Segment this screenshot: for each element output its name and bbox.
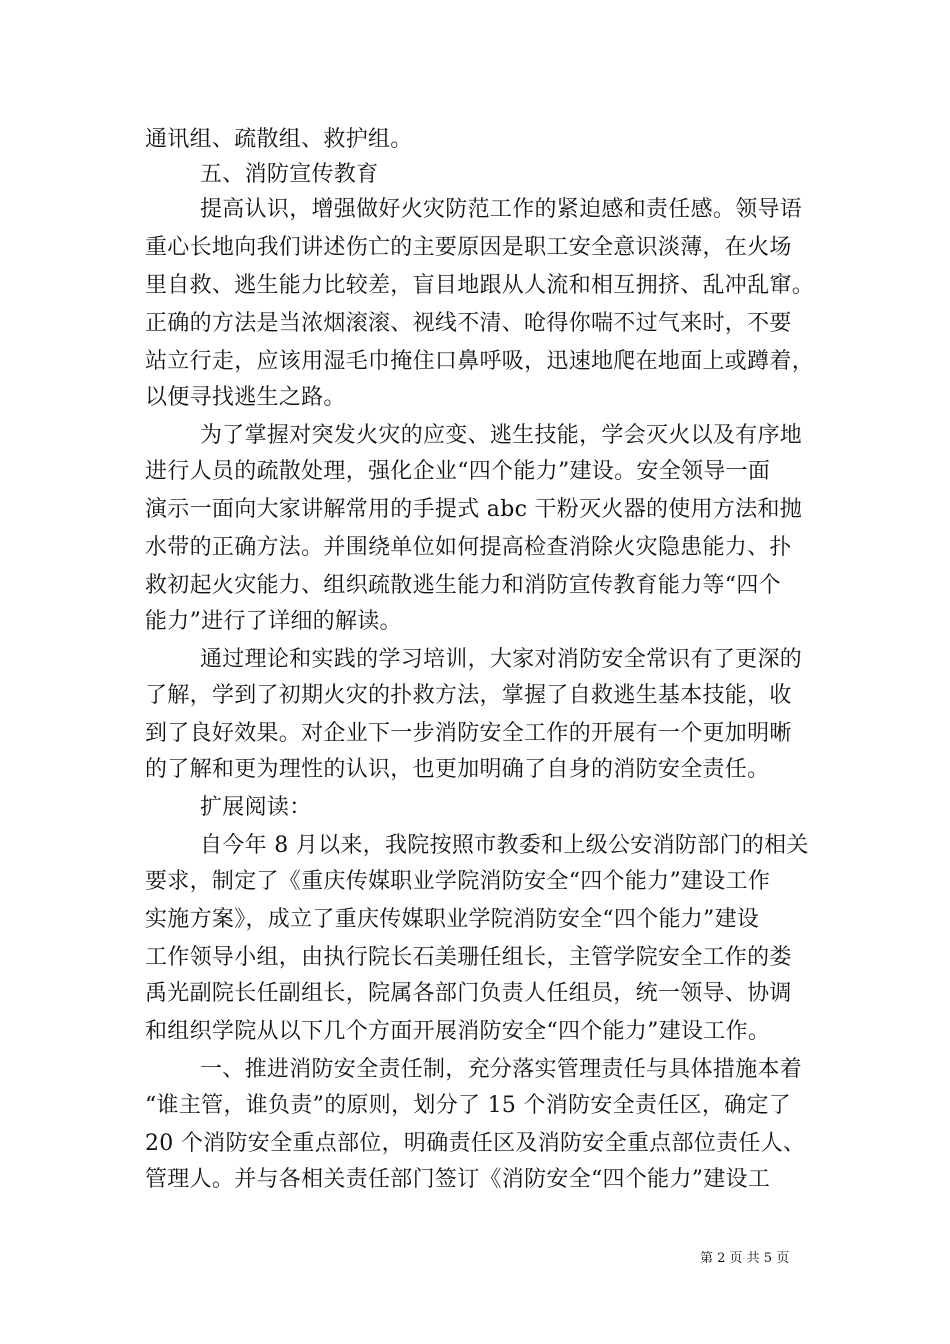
- text-line: 了解，学到了初期火灾的扑救方法，掌握了自救逃生基本技能，收: [145, 683, 792, 708]
- text-line: 演示一面向大家讲解常用的手提式 abc 干粉灭火器的使用方法和抛: [145, 497, 803, 522]
- text-line: 要求，制定了《重庆传媒职业学院消防安全“四个能力”建设工作: [145, 869, 771, 894]
- text-line: 以便寻找逃生之路。: [145, 385, 346, 410]
- text-line: 的了解和更为理性的认识，也更加明确了自身的消防安全责任。: [145, 757, 770, 782]
- section-heading: 五、消防宣传教育: [200, 162, 379, 187]
- text-line: 正确的方法是当浓烟滚滚、视线不清、呛得你喘不过气来时，不要: [145, 311, 792, 336]
- text-line: 重心长地向我们讲述伤亡的主要原因是职工安全意识淡薄，在火场: [145, 235, 792, 260]
- text-line: 禹光副院长任副组长，院属各部门负责人任组员，统一领导、协调: [145, 981, 792, 1006]
- text-line: 能力”进行了详细的解读。: [145, 609, 402, 634]
- text-line: 站立行走，应该用湿毛巾掩住口鼻呼吸，迅速地爬在地面上或蹲着，: [145, 349, 815, 374]
- page-number: 第 2 页 共 5 页: [700, 1251, 790, 1266]
- text-line: 水带的正确方法。并围绕单位如何提高检查消除火灾隐患能力、扑: [145, 535, 792, 560]
- text-line: 为了掌握对突发火灾的应变、逃生技能，学会灭火以及有序地: [200, 423, 803, 448]
- text-line: 管理人。并与各相关责任部门签订《消防安全“四个能力”建设工: [145, 1167, 771, 1192]
- text-line: 到了良好效果。对企业下一步消防安全工作的开展有一个更加明晰: [145, 721, 792, 746]
- text-line: 20 个消防安全重点部位，明确责任区及消防安全重点部位责任人、: [145, 1131, 806, 1156]
- text-line: 进行人员的疏散处理，强化企业“四个能力”建设。安全领导一面: [145, 459, 771, 484]
- text-line: 和组织学院从以下几个方面开展消防安全“四个能力”建设工作。: [145, 1019, 771, 1044]
- section-heading: 扩展阅读：: [200, 795, 312, 820]
- text-line: 通过理论和实践的学习培训，大家对消防安全常识有了更深的: [200, 647, 803, 672]
- text-line: 自今年 8 月以来，我院按照市教委和上级公安消防部门的相关: [200, 833, 809, 858]
- text-line: 实施方案》，成立了重庆传媒职业学院消防安全“四个能力”建设: [145, 907, 760, 932]
- text-line: 里自救、逃生能力比较差，盲目地跟从人流和相互拥挤、乱冲乱窜。: [145, 273, 815, 298]
- text-line: 提高认识，增强做好火灾防范工作的紧迫感和责任感。领导语: [200, 197, 803, 222]
- text-line: 救初起火灾能力、组织疏散逃生能力和消防宣传教育能力等“四个: [145, 573, 781, 598]
- text-line: 一、推进消防安全责任制，充分落实管理责任与具体措施本着: [200, 1057, 803, 1082]
- text-line: “谁主管，谁负责”的原则，划分了 15 个消防安全责任区，确定了: [145, 1093, 792, 1118]
- text-line: 工作领导小组，由执行院长石美珊任组长，主管学院安全工作的娄: [145, 945, 792, 970]
- text-line: 通讯组、疏散组、救护组。: [145, 127, 413, 152]
